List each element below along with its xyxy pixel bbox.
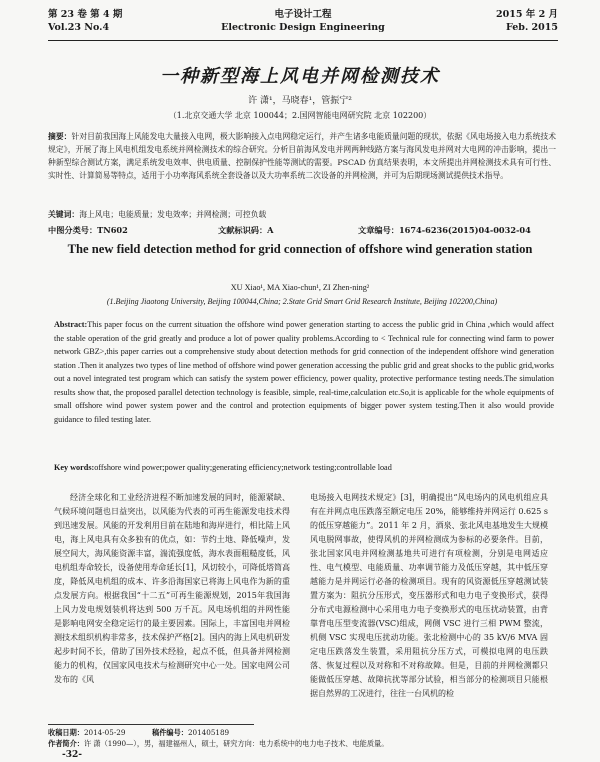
footnote-dates — [48, 727, 556, 738]
volume-en: Vol.23 No.4 — [48, 22, 110, 33]
journal-name — [48, 8, 558, 34]
manuscript-number: 201405189 — [187, 728, 230, 737]
abstract-cn — [48, 130, 556, 182]
affiliations-en: (1.Beijing Jiaotong University, Beijing 100044,China; 2.State Grid Smart Grid Research Institute, Beijing 102200,China) — [106, 297, 498, 306]
body-column-left — [54, 491, 290, 687]
author-bio-label: 作者简介： — [48, 739, 84, 748]
abstract-en-label: Abstract: — [54, 320, 88, 329]
abstract-cn-label: 摘要： — [48, 132, 72, 141]
date-cn: 2015 年 2 月 — [496, 9, 558, 20]
paper-title-cn: 一种新型海上风电并网检测技术 — [160, 66, 440, 87]
date-en: Feb. 2015 — [506, 22, 558, 33]
clc-number: 中图分类号：TN602 — [48, 225, 128, 235]
document-code: 文献标识码：A — [218, 225, 274, 235]
body-right-text: 电场接入电网技术规定》[3]，明确提出“风电场内的风电机组应具有在并网点电压跌落至额定电压 20%，能够维持并网运行 0.625 s 的低压穿越能力”。2011 年 2 月，酒泉、张北风电基地发生大规模风电脱网事故，使得风机的并网检测成为参标的必要条件。目前，张北国家风电并网检测基地共可进行有项检测，分别是电网适应性、电气模型、电能质量、功率调节能力及低压穿越，其中低压穿越能力是并网运行必备的检测项目。现有的风资源低压穿越测试装置方案为：阻抗分压形式，变压器形式和电力电子变换形式，获得分布式电源检测中心采用电力电子变换形式的电压扰动装置，由背靠背电压型变流器(VSC)组成，网侧 VSC 进行三相 PWM 整流，机侧 VSC 实现电压扰动功能。张北检测中心的 35 kV/6 MVA 固定电压跌落发生装置，采用阻抗分压方式，可模拟电网的电压跌落、恢复过程以及对称和不对称故障。但是，目前的并网检测都只能做低压穿越、故障抗扰等部分试验，相当部分的检测项目只能根据自然界的工况进行，往往一台风机的检 — [310, 493, 548, 698]
keywords-cn-label: 关键词： — [48, 210, 80, 219]
keywords-en-label: Key words: — [54, 463, 95, 472]
issue-date — [496, 8, 558, 34]
authors-cn: 许 潇¹，马晓春¹，管振宁² — [248, 96, 352, 106]
body-left-text: 经济全球化和工业经济进程不断加速发展的同时，能源紧缺、气候环境问题也日益突出，以风能为代表的可再生能源发电技术得到迅速发展。风能的开发利用目前在陆地和海岸进行，相比陆上风电，海上风电具有众多独有的优点，如：节约土地、降低噪声，发展空间大，海风能资源丰富，湍流强度低，海水表面粗糙度低，风电机组寿命较长，设备使用寿命延长[1]，风切较小，可降低塔筒高度，降低风电机组的成本、许多沿海国家已将海上风电作为新的重点发展方向。根据我国“十二五”可再生能源规划，2015年我国海上风力发电规划装机将达到 500 万千瓦。风电场机组的并网性能是影响电网安全稳定运行的最主要因素。国际上，丰富国电并网检测技术组织机构非常多，技术保护严格[2]。国内的海上风电机研发起步时间不长，借助了国外技术经验，起点不低，但具备并网检测能力的机构，仅国家风电技术与检测研究中心一处。国家电网公司发布的《风 — [54, 493, 290, 684]
keywords-cn — [48, 209, 556, 221]
volume-cn: 第 23 卷 第 4 期 — [48, 9, 123, 20]
journal-cn: 电子设计工程 — [274, 9, 332, 20]
footnote-author — [48, 738, 556, 749]
keywords-cn-text: 海上风电；电能质量；发电效率；并网检测；可控负载 — [79, 210, 267, 219]
keywords-en-text: offshore wind power;power quality;generating efficiency;network testing;controllable load — [94, 463, 392, 472]
abstract-en-text: This paper focus on the current situation the offshore wind power generation starting to access the public grid in China ,which would affect the stable operation of the grid greatly and produce a lot of power quality problems.According to < Technical rule for connecting wind farm to power network GBZ>,this paper carries out a comprehensive study about detection methods for grid connection of the independent offshore wind generation station .Then it analyzes two types of line method of offshore wind power generation accessing the public grid and great shocks to the public grid,works out a novel integrated test program which can satisfy the system power efficiency, power quality, protective performance testing needs.The simulation results show that, the proposed parallel detection technology is feasible, simple, real-time,calculation etc.So,it is applicable for the whole equipments of small offshore wind power system power and the control and protection equipments of bigger power system testing.Then it also would provide guidance to filed testing later. — [54, 320, 554, 424]
keywords-en — [54, 462, 554, 474]
abstract-en — [54, 318, 554, 426]
body-column-right — [310, 491, 548, 701]
paper-title-en: The new field detection method for grid connection of offshore wind generation station — [67, 242, 533, 256]
header-rule — [48, 40, 558, 41]
page-number: -32- — [62, 750, 82, 760]
abstract-cn-text: 针对目前我国海上风能发电大量接入电网，极大影响接入点电网稳定运行，并产生诸多电能质量问题的现状，依据《风电场接入电力系统技术规定》，开展了海上风电机组发电系统并网检测技术的综合研究。分析目前海风发电并网两种线路方案与海风发电并网对大电网的冲击影响，提出一种新型综合测试方案，满足系统发电效率、供电质量、控制保护性能等测试的需要。PSCAD 仿真结果表明，本文所提出并网检测技术具有可行性、实时性、计算简易等特点，适用于小功率海风系统全套设备以及大功率系统二次设备的并网检测，并可为后期现场测试提供技术指导。 — [48, 132, 556, 180]
received-label: 收稿日期： — [48, 728, 84, 737]
authors-en: XU Xiao¹, MA Xiao-chun¹, ZI Zhen-ning² — [230, 283, 370, 292]
article-number: 文章编号：1674-6236(2015)04-0032-04 — [358, 225, 531, 235]
received-date: 2014-05-29 — [83, 728, 126, 737]
author-bio: 许 潇（1990—），男，福建福州人，硕士，研究方向：电力系统中的电力电子技术、电能质量。 — [83, 739, 389, 748]
running-header — [48, 8, 558, 40]
affiliations-cn: （1.北京交通大学 北京 100044；2.国网智能电网研究院 北京 102200） — [168, 111, 432, 120]
footnote-rule — [48, 724, 254, 725]
manuscript-label: 稿件编号： — [152, 728, 188, 737]
journal-en: Electronic Design Engineering — [221, 22, 385, 33]
